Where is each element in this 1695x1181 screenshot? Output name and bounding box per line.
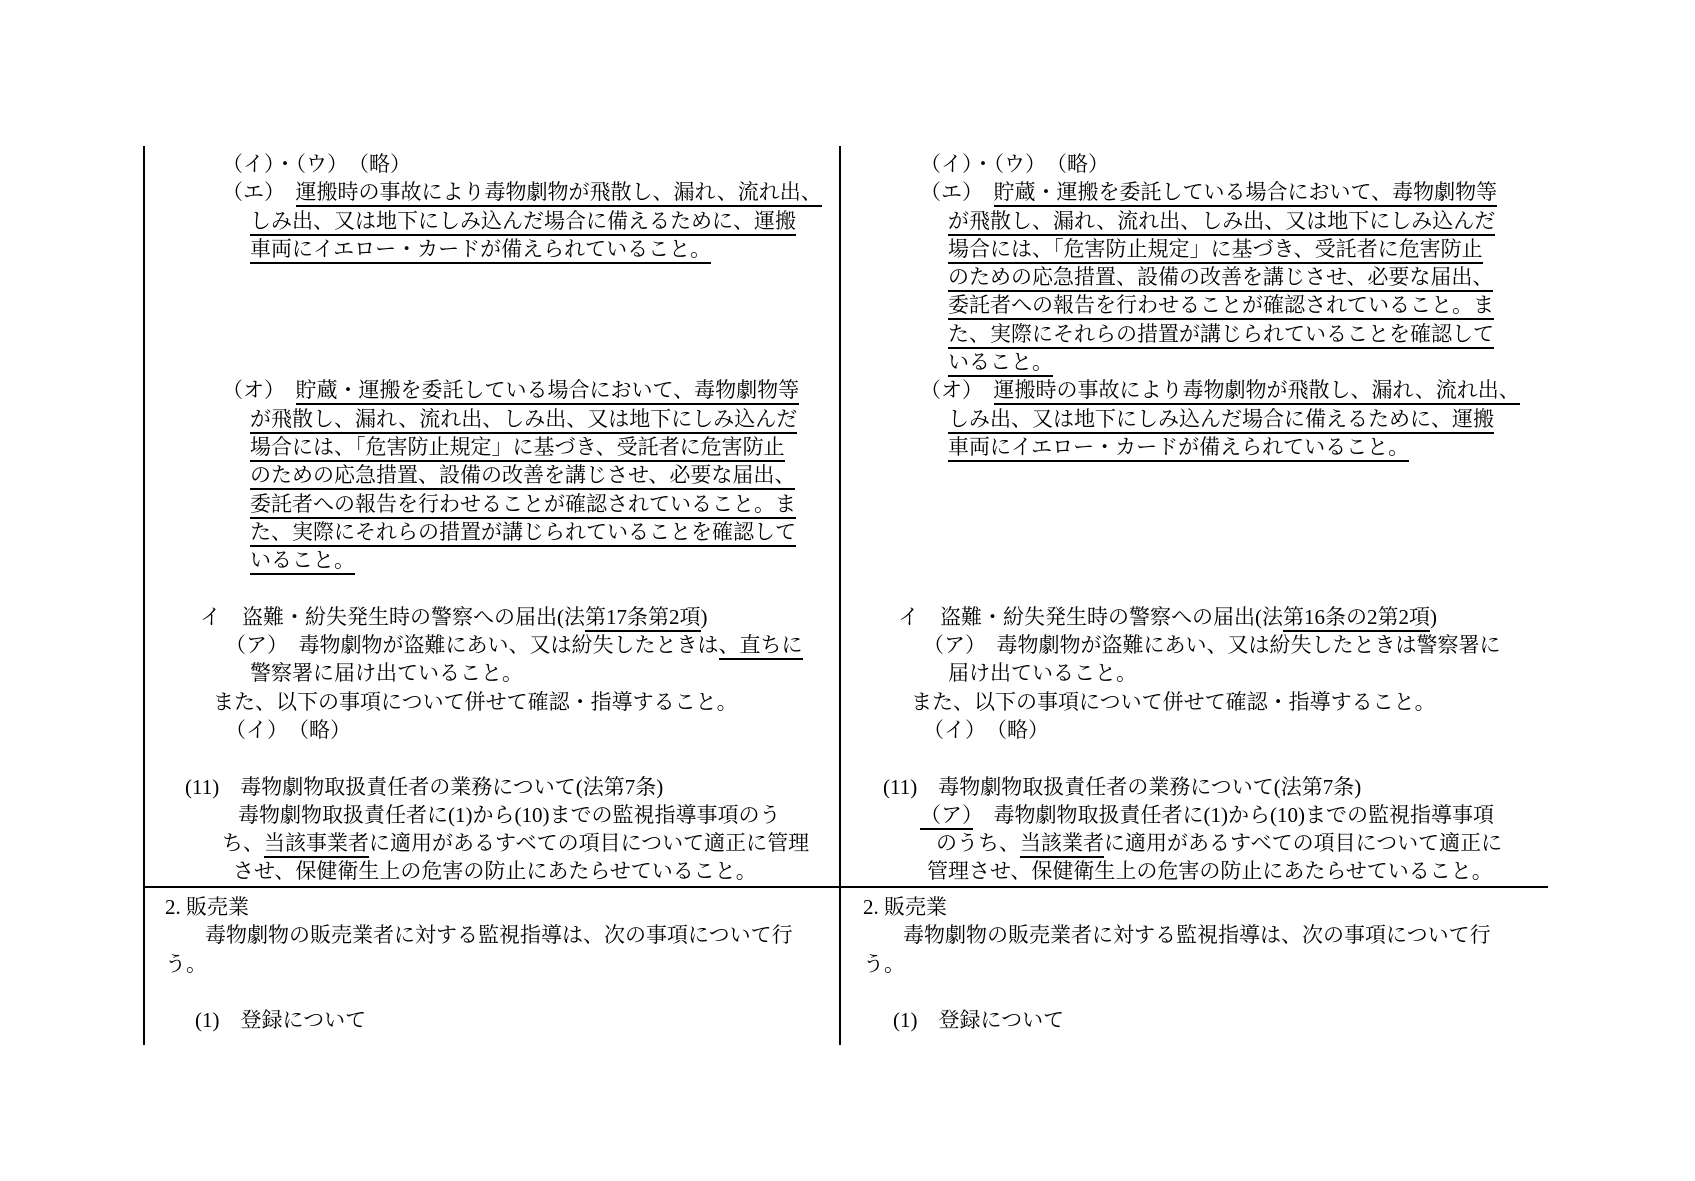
underlined-text: が飛散し、漏れ、流れ出、しみ出、又は地下にしみ込んだ [250,407,797,434]
text-segment: また、以下の事項について併せて確認・指導すること。 [213,689,738,714]
text-segment: （ア） 毒物劇物が盗難にあい、又は紛失したときは [225,633,719,658]
text-line [143,631,848,659]
cell-right-column-row2 [841,893,1546,1034]
underlined-text: 第17条第2項 [585,605,701,632]
text-line [143,857,848,885]
text-line [841,801,1546,829]
underlined-text: のための応急措置、設備の改善を講じさせ、必要な届出、 [948,265,1493,292]
text-segment: イ 盗難・紛失発生時の警察への届出(法 [898,604,1283,629]
text-segment: 毒物劇物の販売業者に対する監視指導は、次の事項について行 [205,923,793,948]
text-segment: 2. 販売業 [165,895,249,919]
text-line [841,405,1546,433]
text-segment: させ、保健衛生上の危害の防止にあたらせていること。 [233,859,757,884]
text-segment: う。 [165,951,207,976]
text-line [841,631,1546,659]
blank-line [143,291,848,319]
blank-line [143,978,848,1006]
text-segment: （イ）・（ウ） （略） [920,152,1109,176]
text-line [841,433,1546,461]
text-line [143,716,848,744]
underlined-text: 運搬時の事故により毒物劇物が飛散し、漏れ、流れ出、 [994,378,1520,405]
blank-line [143,263,848,291]
underlined-text: 第16条の2第2項 [1283,605,1430,632]
text-segment: ち、 [222,831,264,856]
underlined-text: （ア） [920,803,973,830]
text-segment: ) [700,604,708,629]
text-segment: (1) 登録について [195,1008,367,1033]
text-line [841,921,1546,949]
text-line [841,950,1546,978]
underlined-text: 車両にイエロー・カードが備えられていること。 [250,237,711,264]
underlined-text: 場合には、「危害防止規定」に基づき、受託者に危害防止 [250,435,785,462]
text-line [143,235,848,263]
text-line [143,376,848,404]
text-line [143,801,848,829]
blank-line [841,461,1546,489]
text-line [143,893,848,921]
text-line [841,320,1546,348]
text-line [841,829,1546,857]
text-line [143,829,848,857]
blank-line [143,320,848,348]
text-line [143,490,848,518]
blank-line [143,744,848,772]
text-segment: 届け出ていること。 [948,661,1137,686]
text-line [841,207,1546,235]
underlined-text: た、実際にそれらの措置が講じられていることを確認して [948,322,1494,349]
underlined-text: 当該業者 [1020,831,1104,858]
text-segment: （オ） [222,378,296,403]
text-line [841,773,1546,801]
text-line [143,178,848,206]
text-line [143,461,848,489]
text-segment: に適用があるすべての項目について適正に管理 [369,831,810,856]
blank-line [841,744,1546,772]
text-segment: (1) 登録について [893,1008,1065,1033]
underlined-text: 貯蔵・運搬を委託している場合において、毒物劇物等 [296,378,800,405]
underlined-text: 運搬時の事故により毒物劇物が飛散し、漏れ、流れ出、 [296,180,822,207]
text-line [143,150,848,178]
text-segment: 毒物劇物取扱責任者に(1)から(10)までの監視指導事項 [972,802,1494,827]
underlined-text: しみ出、又は地下にしみ込んだ場合に備えるために、運搬 [948,407,1494,434]
text-line [143,433,848,461]
text-segment: （イ） （略） [923,717,1049,742]
blank-line [841,518,1546,546]
text-line [841,178,1546,206]
text-segment: （イ）・（ウ） （略） [222,152,411,176]
text-line [143,603,848,631]
text-line [841,235,1546,263]
blank-line [841,490,1546,518]
text-segment: ) [1430,604,1437,629]
underlined-text: 委託者への報告を行わせることが確認されていること。ま [250,492,796,519]
underlined-text: 、直ちに [719,633,803,660]
underlined-text: 委託者への報告を行わせることが確認されていること。ま [948,293,1494,320]
text-segment: （オ） [920,378,994,403]
text-line [143,518,848,546]
text-segment: （イ） （略） [225,717,351,742]
text-line [841,603,1546,631]
text-segment: （エ） [222,180,296,205]
text-line [143,921,848,949]
underlined-text: が飛散し、漏れ、流れ出、しみ出、又は地下にしみ込んだ [948,209,1495,236]
underlined-text: いること。 [948,350,1053,377]
underlined-text: しみ出、又は地下にしみ込んだ場合に備えるために、運搬 [250,209,796,236]
text-segment: （エ） [920,180,994,205]
text-segment: 警察署に届け出ていること。 [250,661,523,686]
text-line [143,405,848,433]
blank-line [143,348,848,376]
text-segment: 管理させ、保健衛生上の危害の防止にあたらせていること。 [927,859,1493,884]
text-line [143,207,848,235]
underlined-text: 当該事業者 [264,831,369,858]
text-segment: 毒物劇物の販売業者に対する監視指導は、次の事項について行 [903,923,1491,948]
text-segment: （ア） 毒物劇物が盗難にあい、又は紛失したときは警察署に [923,633,1501,658]
text-line [143,546,848,574]
text-line [143,950,848,978]
underlined-text: た、実際にそれらの措置が講じられていることを確認して [250,520,796,547]
text-line [841,348,1546,376]
text-segment: イ 盗難・紛失発生時の警察への届出(法 [200,604,585,629]
underlined-text: 貯蔵・運搬を委託している場合において、毒物劇物等 [994,180,1498,207]
text-line [841,893,1546,921]
text-line [841,716,1546,744]
text-line [143,688,848,716]
text-segment: 毒物劇物取扱責任者に(1)から(10)までの監視指導事項のう [238,802,781,827]
text-segment: に適用があるすべての項目について適正に [1104,831,1503,856]
underlined-text: 場合には、「危害防止規定」に基づき、受託者に危害防止 [948,237,1483,264]
underlined-text: 車両にイエロー・カードが備えられていること。 [948,435,1409,462]
blank-line [841,546,1546,574]
underlined-text: のための応急措置、設備の改善を講じさせ、必要な届出、 [250,463,795,490]
text-line [841,688,1546,716]
text-line [841,291,1546,319]
text-segment: う。 [863,951,905,976]
cell-left-column-row1 [143,150,848,886]
text-line [841,659,1546,687]
text-line [841,857,1546,885]
text-line [143,659,848,687]
text-segment: 2. 販売業 [863,895,947,919]
cell-left-column-row2 [143,893,848,1034]
blank-line [143,574,848,602]
text-segment: (11) 毒物劇物取扱責任者の業務について(法第7条) [883,774,1362,799]
blank-line [841,574,1546,602]
text-line [143,1006,848,1034]
text-line [841,150,1546,178]
table-row-divider [143,886,1548,888]
text-line [841,1006,1546,1034]
text-segment: のうち、 [936,831,1020,856]
text-line [841,376,1546,404]
text-line [841,263,1546,291]
text-segment: (11) 毒物劇物取扱責任者の業務について(法第7条) [185,774,664,799]
text-line [143,773,848,801]
text-segment: また、以下の事項について併せて確認・指導すること。 [911,689,1436,714]
underlined-text: いること。 [250,548,355,575]
blank-line [841,978,1546,1006]
cell-right-column-row1 [841,150,1546,886]
